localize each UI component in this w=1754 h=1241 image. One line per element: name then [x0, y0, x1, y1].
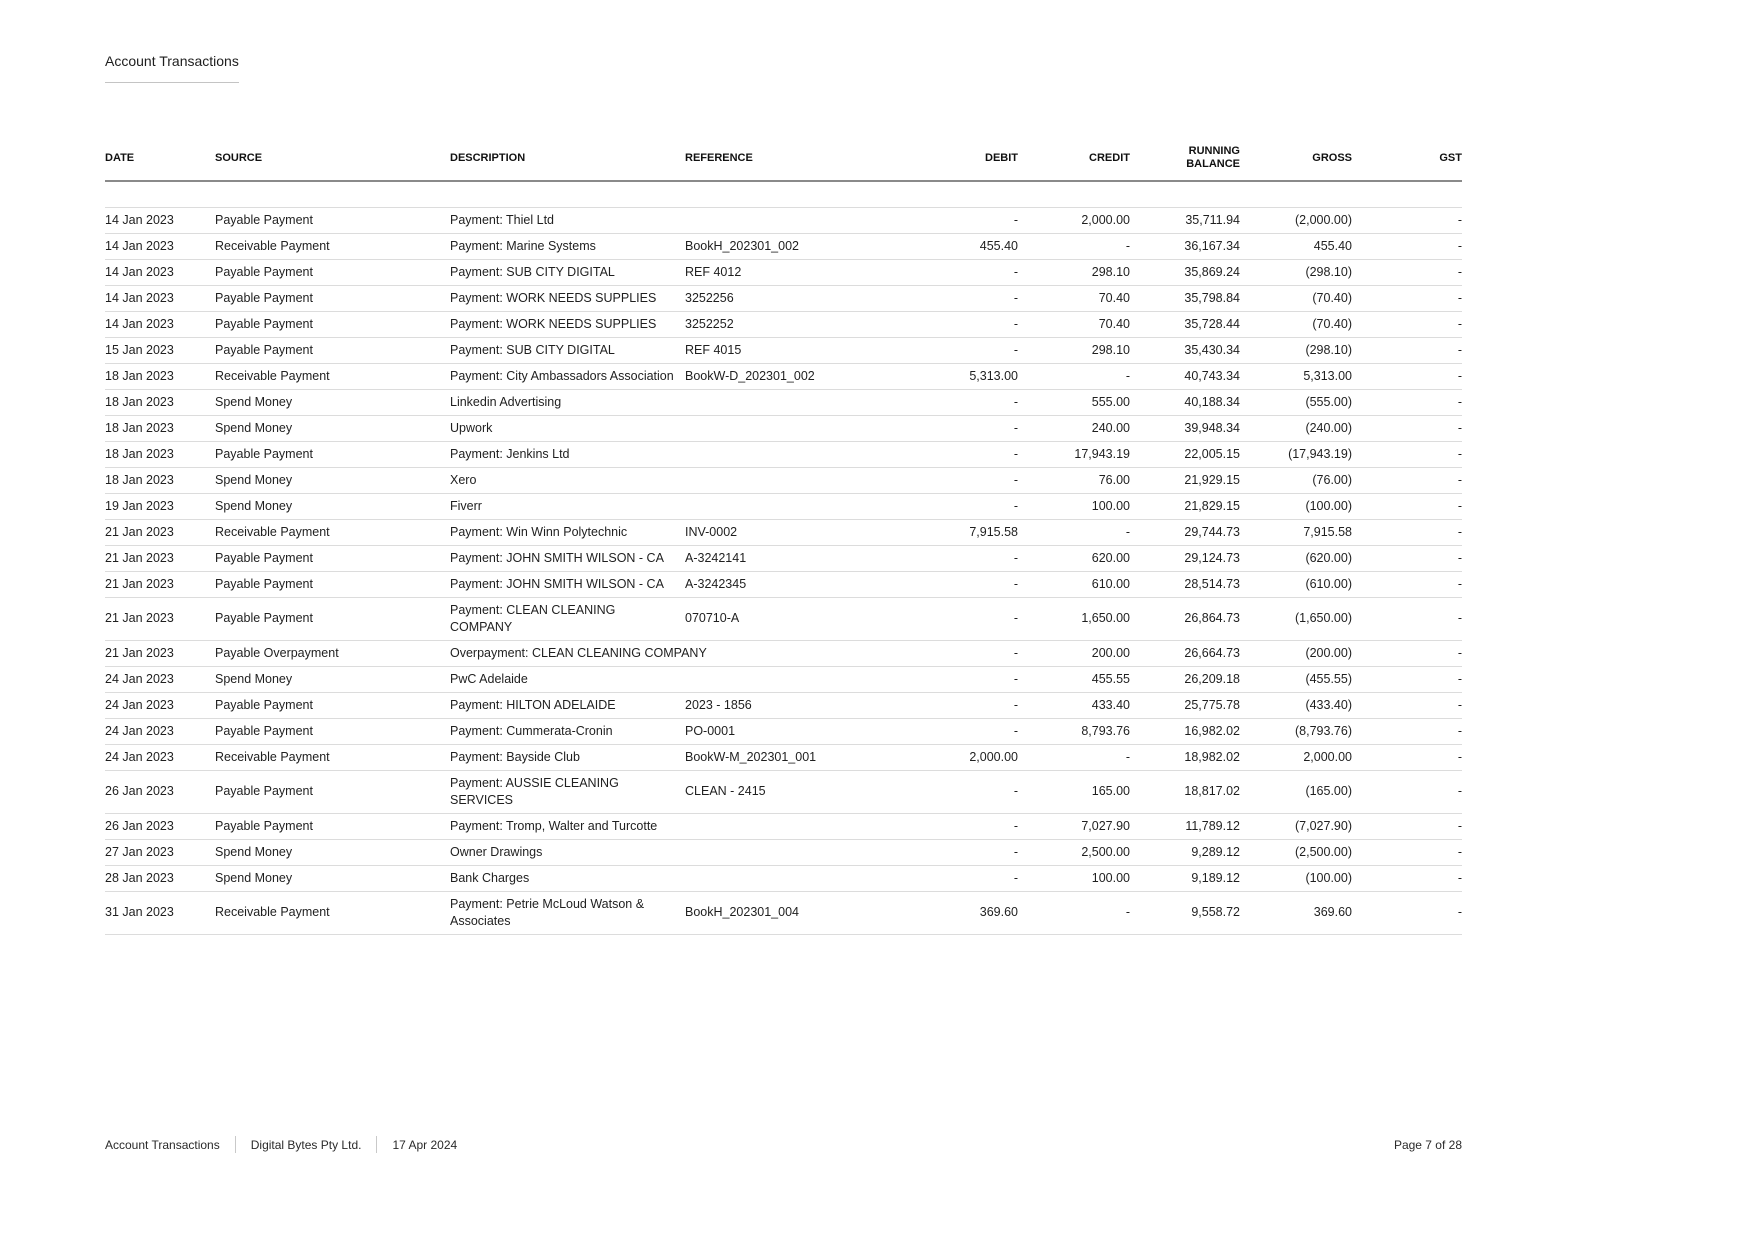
cell-credit: -: [1018, 519, 1130, 545]
table-header-row: [105, 143, 1462, 181]
cell-reference: BookW-M_202301_001: [685, 744, 875, 770]
cell-description: Payment: Thiel Ltd: [450, 207, 875, 233]
cell-gst: -: [1352, 571, 1462, 597]
cell-debit: -: [875, 467, 1018, 493]
cell-credit: 610.00: [1018, 571, 1130, 597]
cell-debit: -: [875, 207, 1018, 233]
cell-date: 14 Jan 2023: [105, 285, 215, 311]
cell-gross: (2,000.00): [1240, 207, 1352, 233]
cell-date: 21 Jan 2023: [105, 519, 215, 545]
cell-description: Payment: Petrie McLoud Watson & Associates: [450, 891, 685, 934]
cell-reference: PO-0001: [685, 718, 875, 744]
cell-gst: -: [1352, 597, 1462, 640]
cell-balance: 18,982.02: [1130, 744, 1240, 770]
table-row: [105, 839, 1462, 865]
cell-date: 24 Jan 2023: [105, 692, 215, 718]
cell-date: 18 Jan 2023: [105, 441, 215, 467]
table-row: [105, 519, 1462, 545]
cell-gross: (8,793.76): [1240, 718, 1352, 744]
cell-gross: (7,027.90): [1240, 813, 1352, 839]
cell-source: Spend Money: [215, 389, 450, 415]
cell-balance: 22,005.15: [1130, 441, 1240, 467]
cell-date: 18 Jan 2023: [105, 363, 215, 389]
table-row: [105, 441, 1462, 467]
cell-debit: 455.40: [875, 233, 1018, 259]
cell-date: 14 Jan 2023: [105, 311, 215, 337]
cell-balance: 35,430.34: [1130, 337, 1240, 363]
cell-balance: 40,743.34: [1130, 363, 1240, 389]
cell-source: Receivable Payment: [215, 363, 450, 389]
column-header-description: DESCRIPTION: [450, 143, 685, 181]
cell-source: Payable Payment: [215, 259, 450, 285]
cell-balance: 29,124.73: [1130, 545, 1240, 571]
cell-description: Linkedin Advertising: [450, 389, 875, 415]
cell-balance: 9,189.12: [1130, 865, 1240, 891]
cell-reference: INV-0002: [685, 519, 875, 545]
cell-date: 18 Jan 2023: [105, 415, 215, 441]
cell-description: Owner Drawings: [450, 839, 875, 865]
cell-source: Payable Payment: [215, 545, 450, 571]
cell-date: 26 Jan 2023: [105, 813, 215, 839]
cell-debit: -: [875, 692, 1018, 718]
cell-date: 28 Jan 2023: [105, 865, 215, 891]
cell-balance: 39,948.34: [1130, 415, 1240, 441]
cell-credit: -: [1018, 363, 1130, 389]
cell-date: 24 Jan 2023: [105, 744, 215, 770]
cell-description: Payment: Tromp, Walter and Turcotte: [450, 813, 875, 839]
cell-debit: -: [875, 640, 1018, 666]
cell-gst: -: [1352, 666, 1462, 692]
cell-date: 21 Jan 2023: [105, 545, 215, 571]
cell-description: Payment: Win Winn Polytechnic: [450, 519, 685, 545]
cell-gst: -: [1352, 233, 1462, 259]
cell-debit: -: [875, 571, 1018, 597]
cell-source: Payable Payment: [215, 285, 450, 311]
cell-debit: -: [875, 311, 1018, 337]
cell-debit: -: [875, 666, 1018, 692]
cell-description: Xero: [450, 467, 875, 493]
cell-credit: 240.00: [1018, 415, 1130, 441]
cell-gross: (298.10): [1240, 259, 1352, 285]
cell-gst: -: [1352, 363, 1462, 389]
cell-credit: 1,650.00: [1018, 597, 1130, 640]
cell-gst: -: [1352, 493, 1462, 519]
cell-gst: -: [1352, 389, 1462, 415]
table-row: [105, 891, 1462, 934]
cell-date: 31 Jan 2023: [105, 891, 215, 934]
transactions-table: [105, 143, 1462, 935]
cell-gross: (555.00): [1240, 389, 1352, 415]
cell-debit: 2,000.00: [875, 744, 1018, 770]
cell-credit: 165.00: [1018, 770, 1130, 813]
cell-balance: 26,209.18: [1130, 666, 1240, 692]
cell-source: Receivable Payment: [215, 744, 450, 770]
cell-gst: -: [1352, 813, 1462, 839]
cell-gross: 369.60: [1240, 891, 1352, 934]
cell-credit: 298.10: [1018, 337, 1130, 363]
cell-reference: CLEAN - 2415: [685, 770, 875, 813]
cell-debit: -: [875, 839, 1018, 865]
cell-date: 21 Jan 2023: [105, 571, 215, 597]
cell-balance: 11,789.12: [1130, 813, 1240, 839]
table-row: [105, 389, 1462, 415]
cell-balance: 29,744.73: [1130, 519, 1240, 545]
cell-description: Overpayment: CLEAN CLEANING COMPANY: [450, 640, 875, 666]
page-title: Account Transactions: [105, 53, 239, 83]
cell-debit: -: [875, 865, 1018, 891]
cell-gst: -: [1352, 640, 1462, 666]
cell-reference: A-3242141: [685, 545, 875, 571]
cell-source: Payable Payment: [215, 207, 450, 233]
cell-debit: -: [875, 259, 1018, 285]
cell-description: Payment: SUB CITY DIGITAL: [450, 337, 685, 363]
table-row: [105, 865, 1462, 891]
cell-gst: -: [1352, 285, 1462, 311]
cell-source: Payable Payment: [215, 441, 450, 467]
cell-description: Payment: HILTON ADELAIDE: [450, 692, 685, 718]
cell-gst: -: [1352, 865, 1462, 891]
cell-gross: (433.40): [1240, 692, 1352, 718]
cell-gross: (76.00): [1240, 467, 1352, 493]
cell-description: PwC Adelaide: [450, 666, 875, 692]
cell-gross: 455.40: [1240, 233, 1352, 259]
cell-date: 21 Jan 2023: [105, 597, 215, 640]
cell-date: 24 Jan 2023: [105, 666, 215, 692]
cell-description: Bank Charges: [450, 865, 875, 891]
table-row: [105, 692, 1462, 718]
cell-description: Payment: AUSSIE CLEANING SERVICES: [450, 770, 685, 813]
cell-description: Payment: JOHN SMITH WILSON - CA: [450, 571, 685, 597]
cell-source: Spend Money: [215, 493, 450, 519]
cell-gst: -: [1352, 891, 1462, 934]
footer-company-name: Digital Bytes Pty Ltd.: [250, 1137, 362, 1152]
cell-debit: -: [875, 441, 1018, 467]
cell-reference: 2023 - 1856: [685, 692, 875, 718]
cell-date: 15 Jan 2023: [105, 337, 215, 363]
column-header-credit: CREDIT: [1018, 143, 1130, 181]
table-row: [105, 285, 1462, 311]
cell-debit: -: [875, 337, 1018, 363]
cell-balance: 40,188.34: [1130, 389, 1240, 415]
cell-description: Payment: Cummerata-Cronin: [450, 718, 685, 744]
cell-reference: BookW-D_202301_002: [685, 363, 875, 389]
column-header-source: SOURCE: [215, 143, 450, 181]
table-row: [105, 718, 1462, 744]
cell-reference: 070710-A: [685, 597, 875, 640]
cell-debit: -: [875, 389, 1018, 415]
cell-gst: -: [1352, 311, 1462, 337]
cell-gross: (240.00): [1240, 415, 1352, 441]
cell-balance: 9,558.72: [1130, 891, 1240, 934]
cell-balance: 35,798.84: [1130, 285, 1240, 311]
cell-date: 27 Jan 2023: [105, 839, 215, 865]
cell-gross: 5,313.00: [1240, 363, 1352, 389]
cell-debit: -: [875, 545, 1018, 571]
cell-balance: 21,929.15: [1130, 467, 1240, 493]
column-header-balance: RUNNING BALANCE: [1130, 143, 1240, 181]
cell-gst: -: [1352, 744, 1462, 770]
cell-debit: 7,915.58: [875, 519, 1018, 545]
cell-date: 21 Jan 2023: [105, 640, 215, 666]
cell-balance: 9,289.12: [1130, 839, 1240, 865]
cell-debit: 5,313.00: [875, 363, 1018, 389]
cell-source: Payable Overpayment: [215, 640, 450, 666]
cell-source: Payable Payment: [215, 770, 450, 813]
cell-credit: 2,000.00: [1018, 207, 1130, 233]
cell-credit: 70.40: [1018, 285, 1130, 311]
cell-credit: 555.00: [1018, 389, 1130, 415]
cell-description: Payment: Marine Systems: [450, 233, 685, 259]
cell-gst: -: [1352, 718, 1462, 744]
cell-reference: REF 4012: [685, 259, 875, 285]
table-row: [105, 770, 1462, 813]
cell-source: Payable Payment: [215, 718, 450, 744]
cell-date: 18 Jan 2023: [105, 467, 215, 493]
cell-gst: -: [1352, 692, 1462, 718]
column-header-date: DATE: [105, 143, 215, 181]
table-row: [105, 571, 1462, 597]
table-body: [105, 181, 1462, 934]
table-row: [105, 207, 1462, 233]
cell-gross: (620.00): [1240, 545, 1352, 571]
table-row: [105, 233, 1462, 259]
cell-description: Payment: SUB CITY DIGITAL: [450, 259, 685, 285]
cell-date: 19 Jan 2023: [105, 493, 215, 519]
cell-debit: -: [875, 493, 1018, 519]
table-row: [105, 337, 1462, 363]
cell-reference: BookH_202301_002: [685, 233, 875, 259]
cell-source: Spend Money: [215, 467, 450, 493]
cell-source: Spend Money: [215, 666, 450, 692]
cell-reference: A-3242345: [685, 571, 875, 597]
page-footer: [105, 1136, 1462, 1153]
cell-description: Payment: WORK NEEDS SUPPLIES: [450, 285, 685, 311]
cell-description: Payment: City Ambassadors Association: [450, 363, 685, 389]
cell-source: Payable Payment: [215, 311, 450, 337]
cell-credit: 7,027.90: [1018, 813, 1130, 839]
cell-source: Spend Money: [215, 415, 450, 441]
cell-gross: (70.40): [1240, 311, 1352, 337]
table-row: [105, 493, 1462, 519]
cell-balance: 35,869.24: [1130, 259, 1240, 285]
cell-gross: 7,915.58: [1240, 519, 1352, 545]
cell-date: 26 Jan 2023: [105, 770, 215, 813]
cell-credit: 100.00: [1018, 865, 1130, 891]
cell-description: Payment: JOHN SMITH WILSON - CA: [450, 545, 685, 571]
cell-source: Spend Money: [215, 865, 450, 891]
cell-date: 14 Jan 2023: [105, 207, 215, 233]
cell-debit: -: [875, 597, 1018, 640]
cell-date: 24 Jan 2023: [105, 718, 215, 744]
cell-reference: 3252252: [685, 311, 875, 337]
cell-gst: -: [1352, 337, 1462, 363]
cell-source: Payable Payment: [215, 692, 450, 718]
cell-gross: 2,000.00: [1240, 744, 1352, 770]
table-row: [105, 363, 1462, 389]
cell-gross: (165.00): [1240, 770, 1352, 813]
column-header-debit: DEBIT: [875, 143, 1018, 181]
cell-debit: 369.60: [875, 891, 1018, 934]
cell-source: Payable Payment: [215, 337, 450, 363]
cell-gross: (455.55): [1240, 666, 1352, 692]
cell-source: Payable Payment: [215, 813, 450, 839]
table-row: [105, 545, 1462, 571]
cell-credit: 76.00: [1018, 467, 1130, 493]
cell-gst: -: [1352, 519, 1462, 545]
cell-gross: (1,650.00): [1240, 597, 1352, 640]
footer-divider: [235, 1136, 236, 1153]
cell-balance: 35,728.44: [1130, 311, 1240, 337]
table-row: [105, 744, 1462, 770]
column-header-gross: GROSS: [1240, 143, 1352, 181]
cell-gross: (100.00): [1240, 493, 1352, 519]
cell-debit: -: [875, 285, 1018, 311]
cell-description: Upwork: [450, 415, 875, 441]
footer-page-number: Page 7 of 28: [1393, 1137, 1462, 1152]
table-row: [105, 467, 1462, 493]
cell-balance: 25,775.78: [1130, 692, 1240, 718]
cell-gross: (298.10): [1240, 337, 1352, 363]
cell-reference: BookH_202301_004: [685, 891, 875, 934]
cell-gross: (2,500.00): [1240, 839, 1352, 865]
cell-gross: (200.00): [1240, 640, 1352, 666]
footer-divider: [376, 1136, 377, 1153]
cell-description: Payment: CLEAN CLEANING COMPANY: [450, 597, 685, 640]
cell-description: Payment: Bayside Club: [450, 744, 685, 770]
cell-date: 14 Jan 2023: [105, 259, 215, 285]
footer-report-name: Account Transactions: [105, 1137, 220, 1152]
cell-description: Fiverr: [450, 493, 875, 519]
column-header-reference: REFERENCE: [685, 143, 875, 181]
cell-gst: -: [1352, 467, 1462, 493]
cell-gst: -: [1352, 839, 1462, 865]
column-header-gst: GST: [1352, 143, 1462, 181]
table-row: [105, 666, 1462, 692]
cell-debit: -: [875, 718, 1018, 744]
table-row: [105, 813, 1462, 839]
cell-source: Receivable Payment: [215, 519, 450, 545]
cell-date: 18 Jan 2023: [105, 389, 215, 415]
cell-source: Receivable Payment: [215, 233, 450, 259]
footer-date: 17 Apr 2024: [392, 1137, 458, 1152]
cell-credit: 2,500.00: [1018, 839, 1130, 865]
cell-gst: -: [1352, 259, 1462, 285]
cell-balance: 28,514.73: [1130, 571, 1240, 597]
cell-credit: 298.10: [1018, 259, 1130, 285]
cell-credit: 433.40: [1018, 692, 1130, 718]
cell-balance: 21,829.15: [1130, 493, 1240, 519]
table-row: [105, 415, 1462, 441]
cell-source: Receivable Payment: [215, 891, 450, 934]
cell-credit: 17,943.19: [1018, 441, 1130, 467]
cell-balance: 26,664.73: [1130, 640, 1240, 666]
cell-description: Payment: Jenkins Ltd: [450, 441, 875, 467]
cell-credit: 200.00: [1018, 640, 1130, 666]
cell-reference: 3252256: [685, 285, 875, 311]
table-row: [105, 311, 1462, 337]
cell-credit: 455.55: [1018, 666, 1130, 692]
cell-gst: -: [1352, 441, 1462, 467]
cell-debit: -: [875, 770, 1018, 813]
cell-gross: (100.00): [1240, 865, 1352, 891]
cell-gross: (17,943.19): [1240, 441, 1352, 467]
cell-balance: 26,864.73: [1130, 597, 1240, 640]
cell-balance: 18,817.02: [1130, 770, 1240, 813]
cell-balance: 35,711.94: [1130, 207, 1240, 233]
table-row: [105, 597, 1462, 640]
cell-credit: -: [1018, 233, 1130, 259]
cell-gst: -: [1352, 207, 1462, 233]
footer-left: [105, 1136, 457, 1153]
cell-credit: 70.40: [1018, 311, 1130, 337]
cell-date: 14 Jan 2023: [105, 233, 215, 259]
cell-source: Payable Payment: [215, 571, 450, 597]
cell-reference: REF 4015: [685, 337, 875, 363]
cell-debit: -: [875, 415, 1018, 441]
table-row: [105, 640, 1462, 666]
cell-credit: 8,793.76: [1018, 718, 1130, 744]
cell-balance: 16,982.02: [1130, 718, 1240, 744]
cell-source: Spend Money: [215, 839, 450, 865]
cell-source: Payable Payment: [215, 597, 450, 640]
cell-gross: (610.00): [1240, 571, 1352, 597]
cell-credit: -: [1018, 744, 1130, 770]
cell-credit: 620.00: [1018, 545, 1130, 571]
cell-credit: -: [1018, 891, 1130, 934]
spacer-row: [105, 181, 1462, 207]
table-row: [105, 259, 1462, 285]
cell-gst: -: [1352, 415, 1462, 441]
cell-gross: (70.40): [1240, 285, 1352, 311]
cell-balance: 36,167.34: [1130, 233, 1240, 259]
cell-credit: 100.00: [1018, 493, 1130, 519]
cell-debit: -: [875, 813, 1018, 839]
cell-gst: -: [1352, 545, 1462, 571]
cell-description: Payment: WORK NEEDS SUPPLIES: [450, 311, 685, 337]
cell-gst: -: [1352, 770, 1462, 813]
